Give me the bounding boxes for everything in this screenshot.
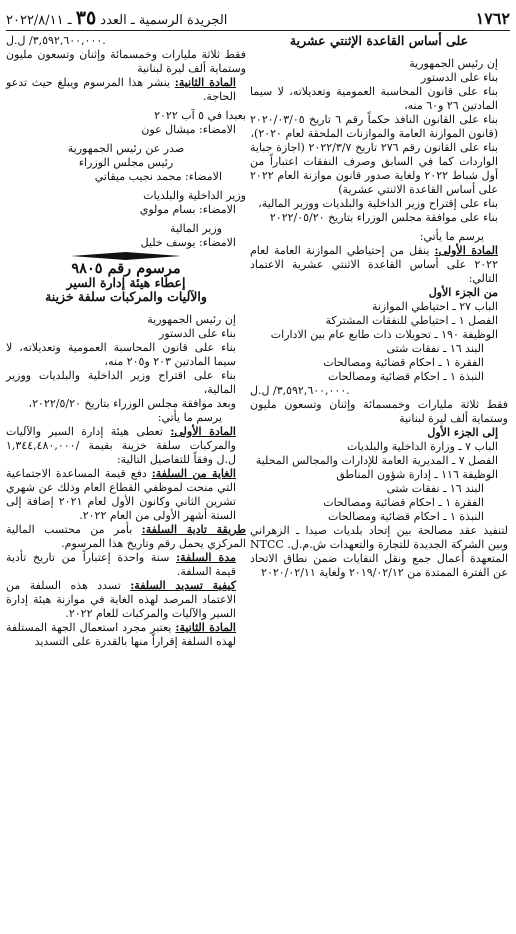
- amount: ٣,٥٩٢,٦٠٠,٠٠٠/ ل.ل.: [6, 34, 106, 47]
- decree-number: مرسوم رقم ٩٨٠٥: [71, 260, 181, 277]
- preamble-line: بناء على اقتراح وزير الداخلية والبلديات ووزير المالية،: [6, 369, 236, 396]
- field-label: مدة السلفة:: [176, 551, 236, 564]
- preamble-line: بناء على الدستور: [421, 71, 498, 84]
- budget-item: الوظيفة ١٩٠ ـ تحويلات ذات طابع عام بين الادارات: [270, 328, 498, 341]
- signature-interior: الامضاء: بسام مولوي: [139, 203, 236, 216]
- advance-period: [6, 551, 246, 579]
- budget-item: النبذة ١ ـ احكام قضائية ومصالحات: [328, 370, 484, 383]
- budget-item: الفقرة ١ ـ احكام قضائية ومصالحات: [323, 496, 484, 509]
- signature-pm: الامضاء: محمد نجيب ميقاتي: [94, 170, 222, 183]
- article-label: المادة الثانية:: [174, 76, 236, 89]
- decree-subject: على أساس القاعدة الإثنتي عشرية: [289, 33, 469, 48]
- article-2: [6, 621, 246, 649]
- budget-item: الوظيفة ١١٦ ـ إدارة شؤون المناطق: [336, 468, 498, 481]
- issue-number: ٣٥: [75, 7, 97, 29]
- decree-subject: والآليات والمركبات سلفة خزينة: [45, 289, 207, 304]
- advance-repayment: [6, 523, 246, 551]
- budget-item: البند ١٦ ـ نفقات شتى: [386, 342, 484, 355]
- budget-item: النبذة ١ ـ احكام قضائية ومصالحات: [328, 510, 484, 523]
- budget-item: الفصل ٧ ـ المديرية العامة للإدارات والمجالس المحلية: [255, 454, 498, 467]
- pm-title: رئيس مجلس الوزراء: [78, 156, 174, 169]
- from-part: من الجزء الأول: [428, 286, 498, 299]
- issued-by: صدر عن رئيس الجمهورية: [67, 142, 185, 155]
- page-number: ١٧٦٢: [475, 8, 510, 28]
- advance-settlement: [6, 579, 246, 621]
- preamble-line: إن رئيس الجمهورية: [147, 313, 236, 326]
- preamble-line: بناء على قانون المحاسبة العمومية وتعديلاته، لا سيما المادتين ٢٦ و٦٠ منه،: [250, 85, 498, 112]
- signature-president: الامضاء: ميشال عون: [141, 123, 236, 136]
- article-1: [6, 425, 246, 467]
- preamble-line: بناء على موافقة مجلس الوزراء بتاريخ ٢٠٢٢/٠٥/٢٠: [269, 211, 498, 224]
- amount-words: فقط ثلاثة مليارات وخمسمائة وإثنان وتسعون مليون وستماية ألف ليرة لبنانية: [6, 48, 246, 75]
- gazette-name: الجريدة الرسمية ـ العدد: [100, 13, 228, 28]
- budget-item: الفصل ١ ـ احتياطي للنفقات المشتركة: [325, 314, 498, 327]
- to-part: إلى الجزء الأول: [427, 426, 498, 439]
- field-text: سنة واحدة إعتباراً من تاريخ تأدية قيمة السلفة.: [6, 551, 236, 578]
- article-text: ينقل من إحتياطي الموازنة العامة لعام ٢٠٢٢ على أساس القاعدة الاثنتي عشرية الاعتماد التالي:: [250, 244, 498, 285]
- budget-item: الفقرة ١ ـ احكام قضائية ومصالحات: [323, 356, 484, 369]
- article-label: المادة الثانية:: [175, 621, 236, 634]
- interior-title: وزير الداخلية والبلديات: [143, 189, 246, 202]
- field-label: كيفية تسديد السلفة:: [130, 579, 236, 592]
- amount-words: فقط ثلاثة مليارات وخمسمائة وإثنان وتسعون مليون وستماية ألف ليرة لبنانية: [250, 398, 508, 425]
- field-text: تسدد هذه السلفة من الاعتماد المرصد لهذه الغاية في موازنة هيئة إدارة السير والآليات والمركبات للعام ٢٠٢٢.: [6, 579, 236, 620]
- preamble-line: إن رئيس الجمهورية: [409, 57, 498, 70]
- advance-purpose: [6, 467, 246, 523]
- closing-text: لتنفيذ عقد مصالحة بين إتحاد بلديات صيدا ـ الزهراني وبين الشركة الجديدة للتجارة والتعهدات ش.م.ل. NTCC المتعهدة أعمال جمع ونقل النفايات ضمن نطاق الاتحاد عن الفترة الممتدة من ٢٠١٩/٠٢/١٢ ولغاية ٢٠٢٠/٠٢/١١: [250, 524, 508, 579]
- article-label: المادة الأولى:: [434, 244, 498, 257]
- gazette-title: [6, 7, 227, 29]
- budget-item: البند ١٦ ـ نفقات شتى: [386, 482, 484, 495]
- field-label: الغاية من السلفة:: [151, 467, 236, 480]
- preamble-line: وبعد موافقة مجلس الوزراء بتاريخ ٢٠٢٢/٥/٢٠،: [28, 397, 236, 410]
- finance-title: وزير المالية: [170, 222, 222, 235]
- preamble-line: بناء على القانون النافذ حكماً رقم ٦ تاريخ ٢٠٢٠/٠٣/٠٥ (قانون الموازنة العامة والموازنات الملحقة لعام ٢٠٢٠)،: [250, 113, 498, 140]
- article-text: يعتبر مجرد استعمال الجهة المستلفة لهذه السلفة إقراراً منها بالقدرة على التسديد: [6, 621, 236, 648]
- article-label: المادة الأولى:: [170, 425, 236, 438]
- budget-item: الباب ٧ ـ وزارة الداخلية والبلديات: [347, 440, 498, 453]
- amount: ٣,٥٩٢,٦٠٠,٠٠٠/ ل.ل.: [250, 384, 350, 397]
- article-text: تعطى هيئة إدارة السير والآليات والمركبات سلفة خزينة بقيمة /١,٣٤٤,٤٨٠,٠٠٠ ل.ل وفقاً للتفاصيل التالية:: [6, 425, 236, 466]
- preamble-line: بناء على قانون المحاسبة العمومية وتعديلاته، لا سيما المادتين ٢٠٣ و٢٠٥ منه،: [6, 341, 236, 368]
- decrees-line: يرسم ما يأتي:: [157, 411, 222, 424]
- field-label: طريقة تادية السلفة:: [141, 523, 246, 536]
- left-column: [6, 34, 246, 649]
- place-date: بعبدا في ٥ آب ٢٠٢٢: [154, 109, 246, 122]
- article-2: [6, 76, 246, 104]
- preamble-line: بناء على القانون رقم ٢٧٦ تاريخ ٢٠٢٢/٣/٧ (اجازة جباية الواردات كما في السابق وصرف النفقات اعتباراً من أول شباط ٢٠٢٢ ولغاية صدور قانون موازنة العام ٢٠٢٢ على أساس القاعدة الاثنتي عشرية): [250, 141, 498, 196]
- article-text: ينشر هذا المرسوم ويبلغ حيث تدعو الحاجة.: [6, 76, 236, 103]
- field-text: دفع قيمة المساعدة الاجتماعية التي منحت لموظفي القطاع العام وذلك عن شهري تشرين الثاني وكانون الأول لعام ٢٠٢١ إضافة إلى الستة أشهر الأولى من العام ٢٠٢٢.: [6, 467, 236, 522]
- article-1: [250, 244, 508, 286]
- field-text: بأمر من محتسب المالية المركزي يحمل رقم وتاريخ هذا المرسوم.: [6, 523, 246, 550]
- preamble-line: بناء على الدستور: [159, 327, 236, 340]
- page-header: [6, 6, 510, 31]
- right-column: [250, 34, 508, 580]
- budget-item: الباب ٢٧ ـ احتياطي الموازنة: [371, 300, 498, 313]
- signature-finance: الامضاء: يوسف خليل: [140, 236, 236, 249]
- decrees-line: يرسم ما يأتي:: [419, 230, 484, 243]
- preamble-line: بناء على إقتراح وزير الداخلية والبلديات ووزير المالية،: [258, 197, 498, 210]
- decree-subject: إعطاء هيئة إدارة السير: [66, 275, 186, 290]
- issue-date: ـ ٢٠٢٢/٨/١١: [6, 13, 72, 28]
